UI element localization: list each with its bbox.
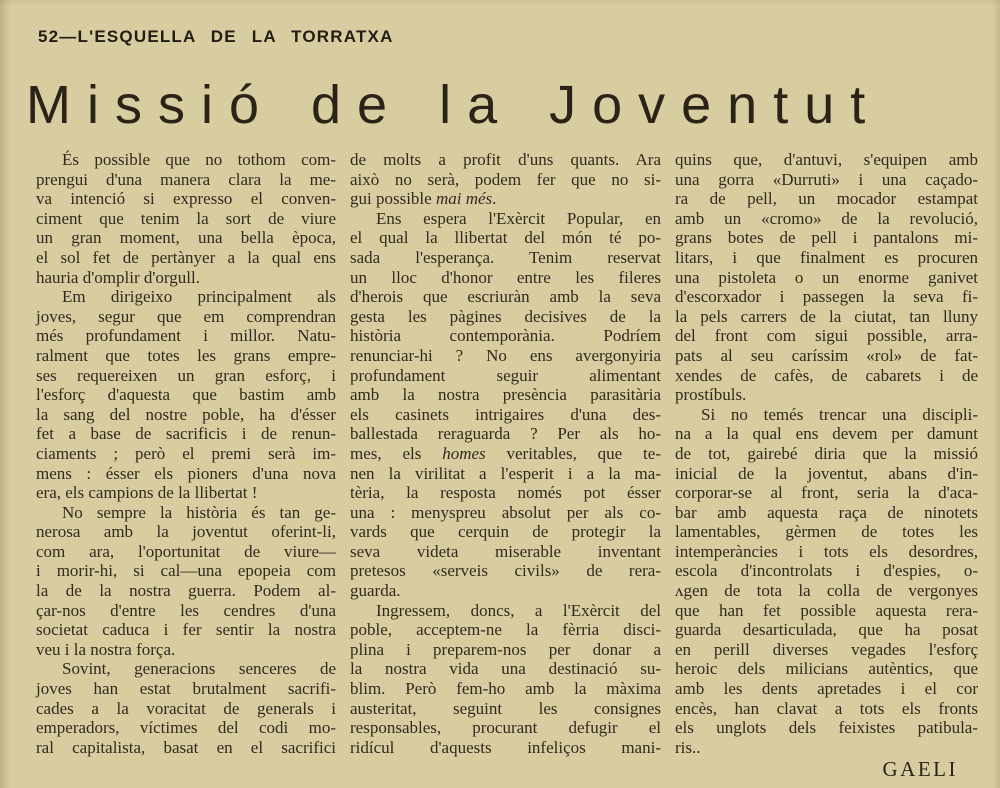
text-line: tèria, la resposta només pot ésser [350, 483, 661, 503]
text-column-3 [675, 150, 978, 780]
text-line: nen la virilitat a l'esperit i a la ma- [350, 463, 661, 483]
text-line: societat caduca i fer sentir la nostra [36, 620, 336, 640]
text-line: poble, acceptem-ne la fèrria disci- [350, 620, 661, 640]
text-line: ris.. [675, 737, 701, 757]
text-line: hauria d'omplir d'orgull. [36, 267, 200, 287]
text-line: mes, els homes veritables, que te- [350, 443, 661, 463]
text-line: va intenció si expresso el conven- [36, 189, 336, 209]
text-line: ridícul d'aquests infeliços mani- [350, 737, 661, 757]
text-line: ses requereixen un gran esforç, i [36, 365, 336, 385]
text-line: gui possible mai més. [350, 189, 497, 209]
text-line: amb la nostra presència parasitària [350, 385, 661, 405]
text-line: d'escorxador i passegen la seva fi- [675, 287, 978, 307]
text-line: la de la nostra guerra. Podem al- [36, 581, 336, 601]
article-columns [0, 150, 1000, 780]
text-line: prostíbuls. [675, 385, 747, 405]
text-line: ra de pell, un mocador estampat [675, 189, 978, 209]
paragraph [675, 405, 978, 758]
page-number-header: 52—L'ESQUELLA DE LA TORRATXA [38, 27, 394, 46]
text-line: la pels carrers de la ciutat, tan lluny [675, 306, 978, 326]
text-line: l'esforç d'aquesta que bastim amb [36, 385, 336, 405]
text-line: heroic dels milicians autèntics, que [675, 659, 978, 679]
text-line: intemperàncies i tots els desordres, [675, 541, 978, 561]
article-title: Missió de la Joventut [26, 75, 882, 135]
text-line: joves, segur que em comprendran [36, 306, 336, 326]
text-line: com ara, l'oportunitat de viure— [36, 541, 336, 561]
text-line: vards que cerquin de protegir la [350, 522, 661, 542]
text-line: guarda. [350, 581, 401, 601]
text-line: un gran moment, una bella època, [36, 228, 336, 248]
text-column-1 [36, 150, 336, 780]
text-line: escola d'incontrolats i d'espies, o- [675, 561, 978, 581]
text-line: del front com sigui possible, arra- [675, 326, 978, 346]
text-line: És possible que no tothom com- [62, 150, 336, 169]
text-line: amb les dents apretades i el cor [675, 679, 978, 699]
text-line: els casinets intrigaires d'una des- [350, 404, 661, 424]
text-line: el qual la llibertat del món té po- [350, 228, 661, 248]
text-line: mens : ésser els pioners d'una nova [36, 463, 336, 483]
text-line: Sovint, generacions senceres de [62, 659, 336, 679]
text-line: renunciar-hi ? No ens avergonyiria [350, 345, 661, 365]
text-line: responsables, procurant defugir el [350, 718, 661, 738]
text-line: ciment que tenim la sort de viure [36, 208, 336, 228]
text-line: çar-nos d'entre les cendres d'una [36, 600, 336, 620]
text-line: inicial de la joventut, abans d'in- [675, 463, 978, 483]
author-signature: GAELI [882, 757, 958, 782]
text-line: na a la qual ens devem per damunt [675, 424, 978, 444]
text-line: xendes de cafès, de cabarets i de [675, 365, 978, 385]
text-line: austeritat, seguint les consignes [350, 698, 661, 718]
text-line: ciaments ; però el premi serà im- [36, 443, 336, 463]
text-column-2 [350, 150, 661, 780]
text-line: bar amb aquesta raça de ninotets [675, 502, 978, 522]
text-line: Em dirigeixo principalment als [62, 287, 336, 307]
text-line: més profundament i millor. Natu- [36, 326, 336, 346]
text-line: fet a base de sacrificis i de renun- [36, 424, 336, 444]
text-line: ral capitalista, basat en el sacrifici [36, 737, 336, 757]
paragraph [350, 209, 661, 601]
text-line: lamentables, gèrmen de totes les [675, 522, 978, 542]
text-line: ʌgen de tota la colla de vergonyes [675, 581, 978, 601]
text-line: pretesos «serveis civils» de rera- [350, 561, 661, 581]
text-line: cades a la voracitat de generals i [36, 698, 336, 718]
paragraph [36, 287, 336, 503]
text-line: corporar-se al front, seria la d'aca- [675, 483, 978, 503]
text-line: blim. Però fem-ho amb la màxima [350, 679, 661, 699]
text-line: de tot, gairebé diria que la missió [675, 443, 978, 463]
text-line: pats al seu caríssim «rol» de fat- [675, 345, 978, 365]
text-line: la sang del nostre poble, ha d'ésser [36, 404, 336, 424]
text-line: era, els campions de la llibertat ! [36, 483, 258, 503]
text-line: No sempre la història és tan ge- [62, 502, 336, 522]
text-line: guarda desarticulada, que ha posat [675, 620, 978, 640]
text-line: la nostra vida una destinació su- [350, 659, 661, 679]
paragraph [350, 601, 661, 758]
text-line: seva videta miserable inventant [350, 541, 661, 561]
text-line: ballestada reraguarda ? Per als ho- [350, 424, 661, 444]
paragraph [36, 659, 336, 757]
text-line: ralment que totes les grans empre- [36, 345, 336, 365]
text-line: nerosa amb la joventut oferint-li, [36, 522, 336, 542]
text-line: joves han estat brutalment sacrifi- [36, 679, 336, 699]
text-line: Ens espera l'Exèrcit Popular, en [376, 208, 661, 228]
paragraph [36, 150, 336, 287]
text-line: un lloc d'honor entre les fileres [350, 267, 661, 287]
text-line: que han fet possible aquesta rera- [675, 600, 978, 620]
paragraph [350, 150, 661, 209]
text-line: veu i la nostra força. [36, 639, 176, 659]
text-line: el sol fet de pertànyer a la qual ens [36, 247, 336, 267]
text-line: en perill diverses vegades l'esforç [675, 639, 978, 659]
paragraph [675, 150, 978, 405]
text-line: una gorra «Durruti» i una caçado- [675, 169, 978, 189]
text-line: emperadors, víctimes del codi mo- [36, 718, 336, 738]
text-line: gesta les pàgines decisives de la [350, 306, 661, 326]
text-line: això no serà, podem fer que no si- [350, 169, 661, 189]
text-line: quins que, d'antuvi, s'equipen amb [675, 150, 978, 169]
text-line: grans botes de pell i pantalons mi- [675, 228, 978, 248]
text-line: prengui d'una manera clara la me- [36, 169, 336, 189]
text-line: Si no temés trencar una discipli- [701, 404, 978, 424]
paragraph [36, 503, 336, 660]
text-line: sada l'esperança. Tenim reservat [350, 247, 661, 267]
text-line: litars, i que finalment es procuren [675, 247, 978, 267]
text-line: i morir-hi, si cal—una epopeia com [36, 561, 336, 581]
text-line: una pistoleta o un enorme ganivet [675, 267, 978, 287]
text-line: encès, han clavat a tots els fronts [675, 698, 978, 718]
text-line: de molts a profit d'uns quants. Ara [350, 150, 661, 169]
text-line: una : menyspreu absolut per als co- [350, 502, 661, 522]
text-line: d'herois que escriuràn amb la seva [350, 287, 661, 307]
text-line: història contemporània. Podríem [350, 326, 661, 346]
text-line: Ingressem, doncs, a l'Exèrcit del [376, 600, 661, 620]
text-line: amb un «cromo» de la revolució, [675, 208, 978, 228]
text-line: profundament seguir alimentant [350, 365, 661, 385]
text-line: plina i preparem-nos per donar a [350, 639, 661, 659]
text-line: els unglots dels feixistes patibula- [675, 718, 978, 738]
